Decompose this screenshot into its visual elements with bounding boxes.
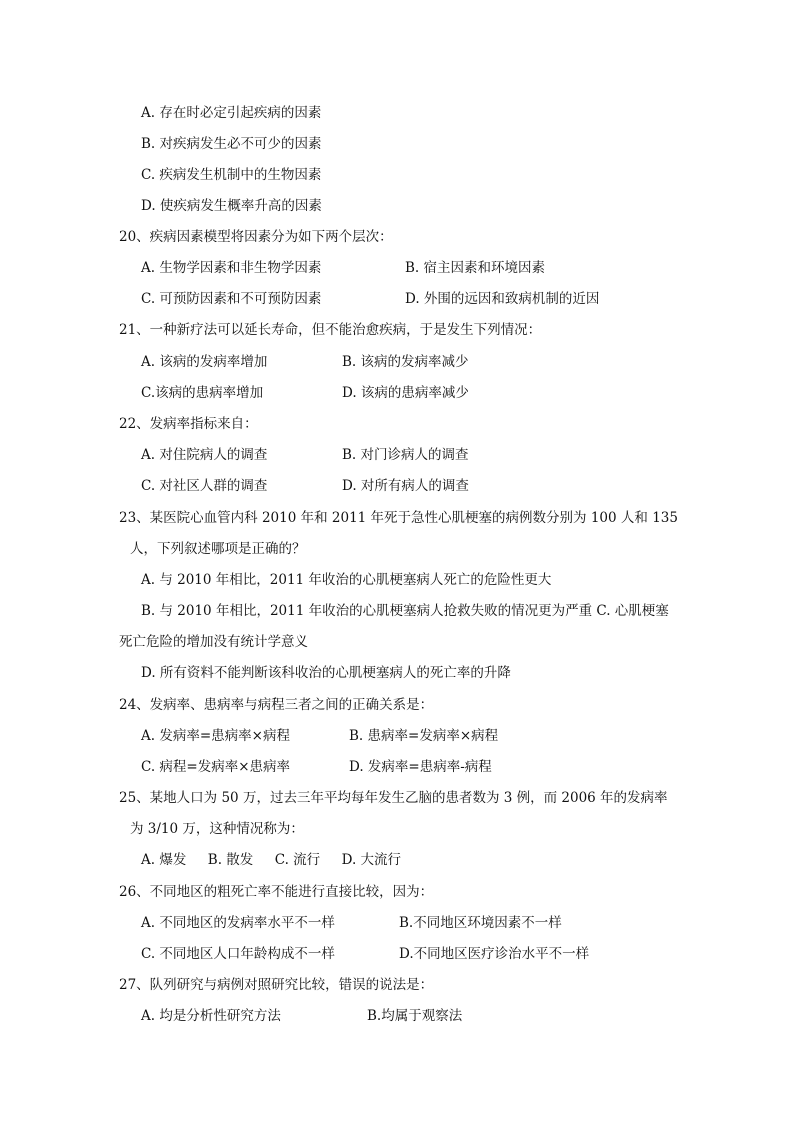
q25-stem: 25、某地人口为 50 万，过去三年平均每年发生乙脑的患者数为 3 例，而 2006 年的发病率 xyxy=(119,790,668,806)
q22-stem: 22、发病率指标来自： xyxy=(119,416,258,432)
q23-stem-continued: 人，下列叙述哪项是正确的？ xyxy=(130,541,306,557)
q26-option-c: C. 不同地区人口年龄构成不一样 xyxy=(141,946,335,962)
q23-option-a: A. 与 2010 年相比，2011 年收治的心肌梗塞病人死亡的危险性更大 xyxy=(141,572,552,588)
q19-option-a: A. 存在时必定引起疾病的因素 xyxy=(141,105,322,121)
q24-option-d: D. 发病率=患病率-病程 xyxy=(349,759,492,775)
q23-option-d: D. 所有资料不能判断该科收治的心肌梗塞病人的死亡率的升降 xyxy=(141,665,511,681)
q26-stem: 26、不同地区的粗死亡率不能进行直接比较，因为： xyxy=(119,884,434,900)
q25-options: A. 爆发 B. 散发 C. 流行 D. 大流行 xyxy=(141,852,402,868)
q24-option-c: C. 病程=发病率×患病率 xyxy=(141,759,291,775)
q27-option-b: B.均属于观察法 xyxy=(367,1008,463,1024)
q23-stem: 23、某医院心血管内科 2010 年和 2011 年死于急性心肌梗塞的病例数分别为 100 人和 135 xyxy=(119,510,678,526)
q20-option-c: C. 可预防因素和不可预防因素 xyxy=(141,291,322,307)
q20-option-d: D. 外围的远因和致病机制的近因 xyxy=(405,291,600,307)
q24-option-a: A. 发病率=患病率×病程 xyxy=(141,728,290,744)
q21-option-d: D. 该病的患病率减少 xyxy=(342,385,469,401)
q26-option-a: A. 不同地区的发病率水平不一样 xyxy=(141,915,335,931)
q26-option-b: B.不同地区环境因素不一样 xyxy=(399,915,562,931)
q23-option-c-continued: 死亡危险的增加没有统计学意义 xyxy=(119,634,308,650)
q22-option-a: A. 对住院病人的调查 xyxy=(141,447,268,463)
q19-option-d: D. 使疾病发生概率升高的因素 xyxy=(141,198,322,214)
q25-stem-continued: 为 3/10 万，这种情况称为： xyxy=(130,821,304,837)
q27-option-a: A. 均是分析性研究方法 xyxy=(141,1008,281,1024)
q26-option-d: D.不同地区医疗诊治水平不一样 xyxy=(399,946,590,962)
q22-option-d: D. 对所有病人的调查 xyxy=(342,478,469,494)
q20-stem: 20、疾病因素模型将因素分为如下两个层次： xyxy=(119,229,393,245)
q22-option-b: B. 对门诊病人的调查 xyxy=(342,447,469,463)
q22-option-c: C. 对社区人群的调查 xyxy=(141,478,268,494)
q21-stem: 21、一种新疗法可以延长寿命，但不能治愈疾病，于是发生下列情况： xyxy=(119,322,542,338)
q21-option-a: A. 该病的发病率增加 xyxy=(141,354,268,370)
q23-option-b-c: B. 与 2010 年相比，2011 年收治的心肌梗塞病人抢救失败的情况更为严重 C. 心肌梗塞 xyxy=(141,603,669,619)
q24-stem: 24、发病率、患病率与病程三者之间的正确关系是： xyxy=(119,697,434,713)
q21-option-b: B. 该病的发病率减少 xyxy=(342,354,469,370)
q19-option-b: B. 对疾病发生必不可少的因素 xyxy=(141,136,322,152)
q21-option-c: C.该病的患病率增加 xyxy=(141,385,264,401)
q24-option-b: B. 患病率=发病率×病程 xyxy=(349,728,499,744)
q20-option-a: A. 生物学因素和非生物学因素 xyxy=(141,260,322,276)
q27-stem: 27、队列研究与病例对照研究比较，错误的说法是： xyxy=(119,977,434,993)
q20-option-b: B. 宿主因素和环境因素 xyxy=(405,260,546,276)
q19-option-c: C. 疾病发生机制中的生物因素 xyxy=(141,167,322,183)
